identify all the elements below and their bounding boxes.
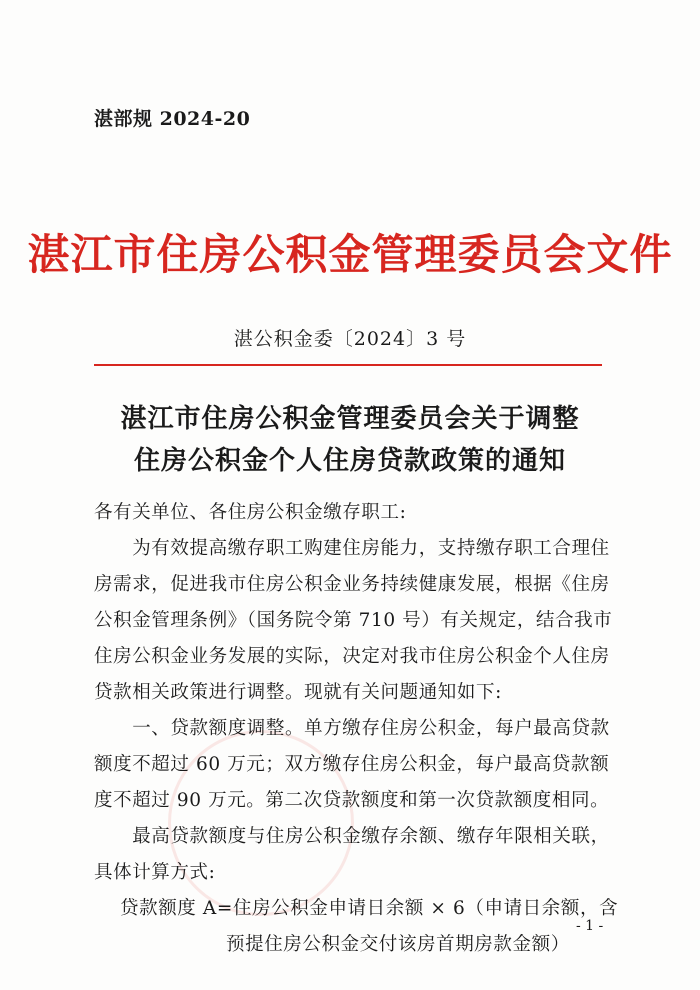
notice-title-line-1: 湛江市住房公积金管理委员会关于调整 (120, 404, 580, 434)
notice-title-line-2: 住房公积金个人住房贷款政策的通知 (133, 446, 566, 476)
document-code: 湛部规 2024-20 (94, 108, 251, 130)
formula-line-1: 贷款额度 A=住房公积金申请日余额 × 6（申请日余额，含 (120, 898, 619, 919)
body-line-3: 房需求，促进我市住房公积金业务持续健康发展，根据《住房 (94, 574, 610, 595)
body-line-1: 各有关单位、各住房公积金缴存职工: (94, 502, 407, 523)
body-line-2: 为有效提高缴存职工购建住房能力，支持缴存职工合理住 (94, 538, 610, 559)
red-divider-line (94, 364, 602, 366)
body-line-10: 最高贷款额度与住房公积金缴存余额、缴存年限相关联， (94, 826, 610, 847)
body-line-9: 度不超过 90 万元。第二次贷款额度和第一次贷款额度相同。 (94, 790, 610, 811)
formula-line-2: 预提住房公积金交付该房首期房款金额） (226, 934, 570, 955)
body-line-8: 额度不超过 60 万元；双方缴存住房公积金，每户最高贷款额 (94, 754, 610, 775)
page-number: - 1 - (576, 918, 604, 934)
body-line-7: 一、贷款额度调整。单方缴存住房公积金，每户最高贷款 (94, 718, 610, 739)
body-line-5: 住房公积金业务发展的实际，决定对我市住房公积金个人住房 (94, 646, 610, 667)
body-line-4: 公积金管理条例》（国务院令第 710 号）有关规定，结合我市 (94, 610, 613, 631)
body-line-11: 具体计算方式: (94, 862, 216, 883)
body-line-6: 贷款相关政策进行调整。现就有关问题通知如下: (94, 682, 502, 703)
masthead-title: 湛江市住房公积金管理委员会文件 (27, 230, 673, 279)
issue-number: 湛公积金委〔2024〕3 号 (233, 328, 467, 350)
